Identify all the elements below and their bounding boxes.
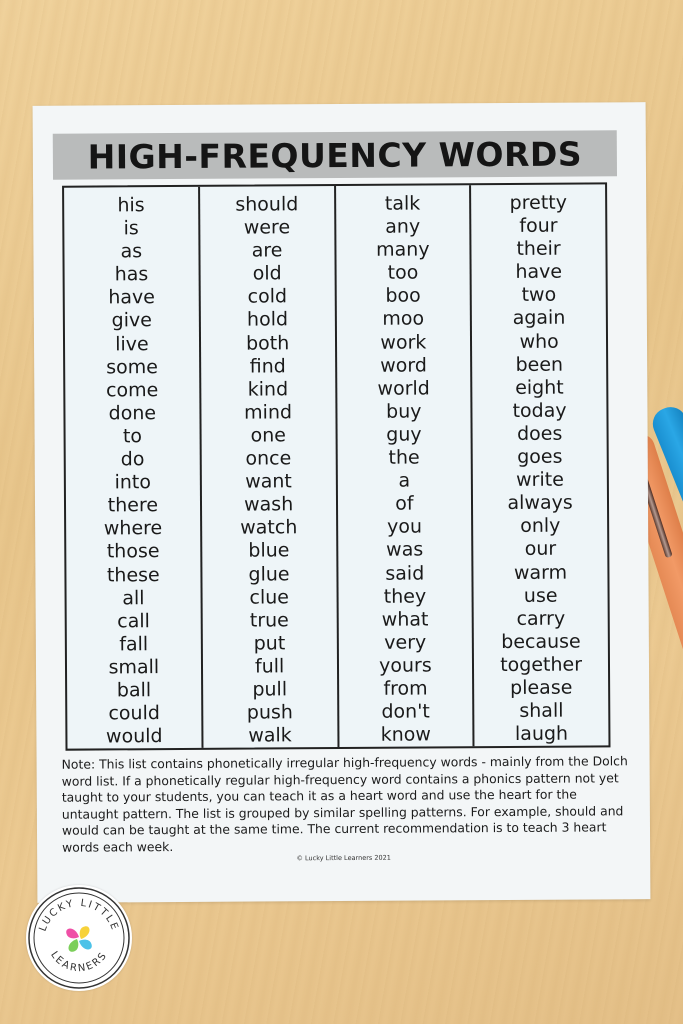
word-cell: please [510, 676, 573, 699]
word-column-2 [200, 186, 339, 748]
word-cell: put [253, 632, 286, 655]
word-cell: done [108, 401, 157, 425]
word-cell: where [103, 517, 163, 540]
word-cell: would [105, 725, 163, 748]
word-cell: want [245, 470, 292, 493]
word-cell: again [512, 307, 566, 330]
word-cell: only [520, 514, 561, 538]
word-cell: a [398, 469, 411, 492]
word-cell: these [106, 563, 160, 586]
word-cell: from [383, 677, 428, 700]
word-column-3 [336, 185, 475, 747]
word-cell: could [108, 702, 160, 725]
word-cell: were [243, 216, 291, 239]
word-cell: their [516, 237, 561, 261]
word-cell: fall [119, 632, 149, 656]
word-cell: our [524, 538, 557, 561]
logo-bottom-text: LEARNERS [48, 949, 110, 975]
word-cell: what [381, 608, 429, 631]
word-cell: use [523, 584, 558, 607]
word-cell: word [380, 354, 427, 377]
word-cell: who [519, 330, 559, 353]
word-cell: warm [513, 561, 568, 584]
word-cell: are [251, 239, 283, 262]
word-cell: hold [246, 308, 289, 332]
word-cell: one [250, 424, 286, 447]
word-cell: some [106, 355, 158, 379]
word-cell: know [380, 723, 431, 746]
word-column-4 [471, 184, 608, 746]
word-cell: boo [385, 284, 421, 308]
word-cell: to [122, 425, 143, 448]
word-cell: there [107, 494, 159, 517]
word-cell: as [120, 240, 143, 263]
word-cell: give [111, 309, 152, 332]
word-cell: those [106, 540, 160, 563]
word-cell: wash [244, 493, 294, 516]
word-cell: carry [516, 607, 566, 630]
word-cell: said [385, 561, 425, 585]
word-cell: walk [248, 724, 292, 747]
word-cell: cold [247, 285, 288, 308]
word-cell: buy [386, 400, 422, 423]
word-cell: old [252, 262, 282, 285]
word-cell: true [249, 609, 289, 632]
word-cell: write [516, 468, 564, 492]
word-cell: live [115, 332, 149, 355]
word-cell: talk [384, 192, 421, 215]
word-cell: because [501, 630, 581, 653]
word-cell: his [117, 194, 145, 217]
word-cell: small [108, 655, 160, 679]
word-cell: is [123, 217, 139, 240]
word-cell: together [500, 653, 583, 676]
word-cell: guy [386, 423, 422, 446]
word-table [62, 182, 610, 750]
word-cell: has [114, 263, 149, 286]
word-cell: blue [248, 539, 290, 562]
word-cell: don't [381, 700, 430, 723]
word-cell: have [108, 286, 155, 309]
word-cell: four [519, 214, 558, 238]
word-column-1 [64, 187, 203, 749]
copyright-line: © Lucky Little Learners 2021 [296, 853, 391, 863]
word-cell: eight [515, 376, 564, 399]
lucky-little-learners-logo [26, 885, 132, 991]
word-cell: should [235, 193, 299, 216]
word-cell: any [385, 215, 421, 238]
word-cell: been [515, 353, 564, 376]
word-cell: laugh [514, 722, 569, 746]
word-cell: many [376, 238, 430, 261]
word-cell: call [117, 609, 150, 633]
word-cell: find [249, 354, 286, 378]
word-cell: into [114, 471, 152, 494]
title-band [53, 130, 617, 179]
word-cell: goes [517, 445, 563, 468]
word-cell: does [517, 422, 563, 445]
word-cell: shall [519, 699, 564, 722]
word-cell: was [386, 538, 424, 562]
word-cell: pretty [509, 191, 568, 214]
word-cell: ball [116, 679, 152, 702]
word-cell: do [120, 448, 145, 471]
word-cell: push [246, 701, 293, 724]
word-cell: always [507, 491, 573, 515]
word-cell: pull [252, 678, 288, 701]
word-cell: world [377, 377, 430, 400]
logo-top-text: LUCKY LITTLE [37, 897, 121, 933]
teacher-note: Note: This list contains phonetically irregular high-frequency words - mainly from the Dolch word list. If a phonetically regular high-frequency word contains a phonics pattern not yet taught to your students, you can teach it as a heart word and use the heart for the untaught pattern. The list is grouped by similar spelling patterns. For example, should and would can be taught at the same time. The current recommendation is to teach 3 heart words each week. [61, 753, 628, 855]
word-cell: today [512, 399, 567, 422]
word-cell: you [386, 515, 423, 539]
word-cell: have [515, 260, 563, 284]
word-cell: two [521, 284, 557, 307]
word-cell: moo [382, 307, 425, 331]
word-cell: watch [240, 516, 298, 539]
word-cell: the [388, 446, 420, 469]
word-cell: work [380, 331, 427, 354]
word-cell: kind [247, 378, 289, 401]
word-cell: both [245, 331, 290, 355]
word-cell: yours [378, 654, 432, 677]
word-cell: they [383, 585, 427, 608]
word-cell: all [122, 586, 145, 609]
word-cell: glue [248, 562, 290, 586]
word-cell: very [384, 631, 427, 654]
logo-badge-icon [26, 885, 132, 991]
word-cell: full [254, 655, 285, 678]
word-cell: clue [249, 585, 290, 609]
worksheet-paper [33, 102, 651, 903]
worksheet-title: HIGH-FREQUENCY WORDS [87, 134, 583, 177]
word-cell: too [387, 261, 419, 284]
word-cell: mind [244, 401, 293, 424]
word-cell: come [105, 378, 159, 402]
word-cell: once [245, 447, 292, 470]
word-cell: of [395, 492, 414, 515]
